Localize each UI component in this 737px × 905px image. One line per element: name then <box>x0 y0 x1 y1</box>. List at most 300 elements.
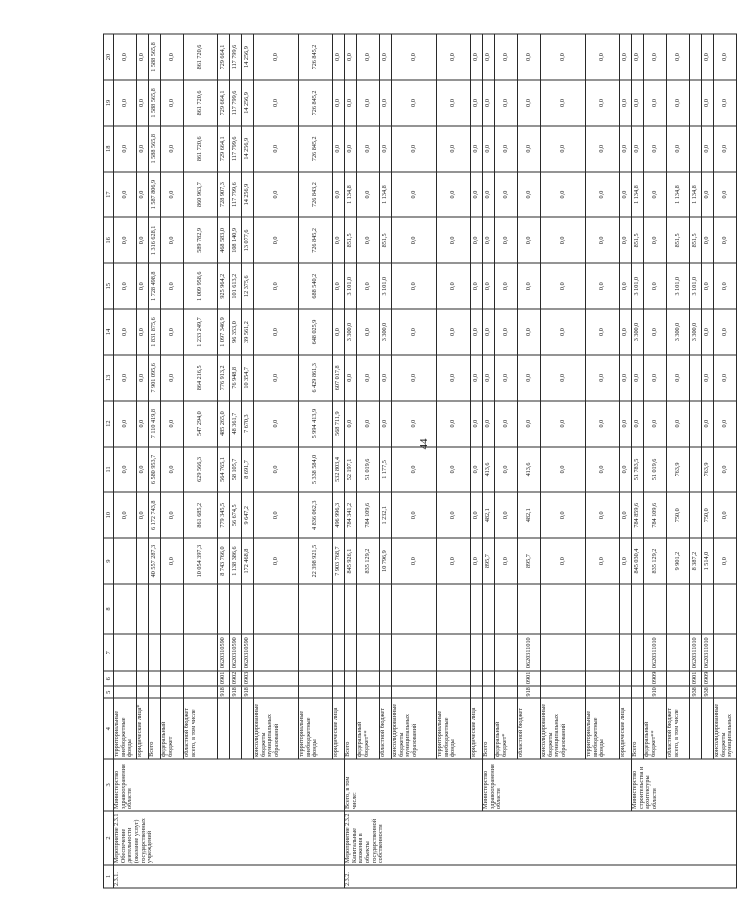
value-cell: 1 177,5 <box>380 447 392 493</box>
value-cell: 776 913,2 <box>218 355 230 401</box>
value-cell: 0,0 <box>254 263 299 309</box>
value-cell: 0,0 <box>380 355 392 401</box>
funding-source-cell: юридические лица <box>620 699 632 759</box>
vr-cell <box>586 584 620 634</box>
csr-cell <box>714 634 737 671</box>
value-cell: 925 964,2 <box>218 263 230 309</box>
value-cell: 117 799,6 <box>230 34 242 80</box>
value-cell: 485 265,0 <box>218 401 230 447</box>
value-cell: 0,0 <box>518 126 541 172</box>
value-cell: 0,0 <box>114 401 137 447</box>
value-cell: 0,0 <box>632 401 644 447</box>
rz-cell <box>333 671 345 686</box>
funding-source-cell: консолидированные бюджеты муниципальных <box>714 699 737 759</box>
value-cell: 0,0 <box>714 80 737 126</box>
value-cell: 0,0 <box>541 34 586 80</box>
value-cell: 0,0 <box>357 309 380 355</box>
csr-cell <box>667 634 690 671</box>
value-cell: 117 799,6 <box>230 80 242 126</box>
value-cell: 0,0 <box>392 355 437 401</box>
value-cell: 895,7 <box>483 538 495 584</box>
grbs-cell <box>437 686 471 698</box>
value-cell: 0,0 <box>437 401 471 447</box>
value-cell: 0,0 <box>632 126 644 172</box>
value-cell: 0,0 <box>632 80 644 126</box>
value-cell: 0,0 <box>541 492 586 538</box>
value-cell: 0,0 <box>495 126 518 172</box>
funding-source-cell: областной бюджет всего, в том числе <box>667 699 690 759</box>
vr-cell <box>471 584 483 634</box>
value-cell: 0,0 <box>333 126 345 172</box>
value-cell: 3 101,0 <box>345 263 357 309</box>
value-cell: 96 353,0 <box>230 309 242 355</box>
header-cell: 6 <box>104 671 114 686</box>
rz-cell <box>714 671 737 686</box>
value-cell: 1 831 875,6 <box>149 309 161 355</box>
rz-cell <box>392 671 437 686</box>
value-cell: 0,0 <box>333 34 345 80</box>
vr-cell <box>242 584 254 634</box>
csr-cell <box>380 634 392 671</box>
value-cell: 76 948,8 <box>230 355 242 401</box>
value-cell: 0,0 <box>437 309 471 355</box>
value-cell: 0,0 <box>357 126 380 172</box>
value-cell: 726 845,2 <box>299 80 333 126</box>
value-cell: 1 588 565,8 <box>149 126 161 172</box>
value-cell: 0,0 <box>586 217 620 263</box>
value-cell: 0,0 <box>114 126 137 172</box>
rz-cell <box>299 671 333 686</box>
value-cell: 0,0 <box>471 80 483 126</box>
value-cell: 1 728 498,8 <box>149 263 161 309</box>
value-cell: 0,0 <box>586 355 620 401</box>
value-cell: 0,0 <box>495 80 518 126</box>
grbs-cell <box>667 686 690 698</box>
value-cell: 0,0 <box>392 401 437 447</box>
csr-cell <box>495 634 518 671</box>
rz-cell <box>357 671 380 686</box>
funding-source-cell: Всего <box>632 699 644 759</box>
value-cell: 0,0 <box>495 355 518 401</box>
value-cell: 0,0 <box>333 217 345 263</box>
value-cell: 0,0 <box>483 172 495 218</box>
value-cell: 0,0 <box>518 263 541 309</box>
rz-cell: 0909 <box>702 671 714 686</box>
value-cell: 851,5 <box>345 217 357 263</box>
value-cell: 0,0 <box>471 309 483 355</box>
value-cell: 0,0 <box>380 34 392 80</box>
value-cell: 8 387,2 <box>690 538 702 584</box>
value-cell: 6 580 953,7 <box>149 447 161 493</box>
value-cell: 0,0 <box>644 401 667 447</box>
value-cell: 0,0 <box>495 538 518 584</box>
value-cell: 0,0 <box>518 309 541 355</box>
grbs-cell: 910 <box>644 686 667 698</box>
value-cell: 0,0 <box>495 447 518 493</box>
value-cell: 1 097 346,9 <box>218 309 230 355</box>
rz-cell <box>380 671 392 686</box>
value-cell: 0,0 <box>357 355 380 401</box>
value-cell: 51 783,5 <box>632 447 644 493</box>
value-cell: 0,0 <box>541 538 586 584</box>
funding-source-cell: территориальные внебюджетные фонды <box>114 699 137 759</box>
value-cell: 9 647,2 <box>242 492 254 538</box>
value-cell: 0,0 <box>586 263 620 309</box>
csr-cell <box>137 634 149 671</box>
grbs-cell <box>137 686 149 698</box>
value-cell: 0,0 <box>644 263 667 309</box>
value-cell: 845 030,4 <box>632 538 644 584</box>
header-cell: 9 <box>104 538 114 584</box>
value-cell: 0,0 <box>114 263 137 309</box>
value-cell: 468 583,0 <box>218 217 230 263</box>
value-cell: 0,0 <box>392 34 437 80</box>
csr-cell <box>345 634 357 671</box>
value-cell: 7 110 419,8 <box>149 401 161 447</box>
funding-source-cell <box>702 699 714 759</box>
rz-cell <box>471 671 483 686</box>
value-cell: 0,0 <box>392 172 437 218</box>
value-cell: 0,0 <box>392 126 437 172</box>
value-cell: 0,0 <box>161 492 184 538</box>
grbs-cell: 918 <box>242 686 254 698</box>
value-cell: 0,0 <box>471 492 483 538</box>
value-cell: 0,0 <box>541 447 586 493</box>
value-cell: 0,0 <box>161 538 184 584</box>
value-cell: 0,0 <box>437 263 471 309</box>
value-cell: 4 836 062,3 <box>299 492 333 538</box>
value-cell: 0,0 <box>586 401 620 447</box>
vr-cell <box>644 584 667 634</box>
header-cell: 11 <box>104 447 114 493</box>
grbs-cell: 938 <box>702 686 714 698</box>
value-cell: 1 009 958,6 <box>184 263 218 309</box>
value-cell: 0,0 <box>345 126 357 172</box>
value-cell: 8 691,7 <box>242 447 254 493</box>
value-cell: 0,0 <box>541 126 586 172</box>
value-cell: 0,0 <box>586 492 620 538</box>
value-cell: 688 540,2 <box>299 263 333 309</box>
value-cell: 3 300,0 <box>690 309 702 355</box>
value-cell: 1 233 249,7 <box>184 309 218 355</box>
value-cell: 14 256,9 <box>242 172 254 218</box>
funding-source-cell: федеральный бюджет* <box>495 699 518 759</box>
value-cell: 0,0 <box>137 492 149 538</box>
value-cell: 0,0 <box>702 263 714 309</box>
value-cell: 0,0 <box>702 172 714 218</box>
funding-source-cell <box>242 699 254 759</box>
value-cell: 52 197,1 <box>345 447 357 493</box>
csr-cell <box>620 634 632 671</box>
value-cell: 0,0 <box>495 217 518 263</box>
value-cell: 0,0 <box>161 34 184 80</box>
value-cell: 7 670,3 <box>242 401 254 447</box>
csr-cell <box>299 634 333 671</box>
value-cell: 0,0 <box>495 172 518 218</box>
value-cell: 0,0 <box>114 309 137 355</box>
value-cell: 726 843,2 <box>299 172 333 218</box>
value-cell: 413,6 <box>483 447 495 493</box>
csr-cell <box>471 634 483 671</box>
value-cell <box>690 80 702 126</box>
vr-cell <box>114 584 137 634</box>
grbs-cell <box>161 686 184 698</box>
header-cell: 18 <box>104 126 114 172</box>
vr-cell <box>714 584 737 634</box>
grbs-cell <box>483 686 495 698</box>
value-cell: 0,0 <box>137 172 149 218</box>
rz-cell: 0901 <box>690 671 702 686</box>
csr-cell <box>437 634 471 671</box>
header-cell: 19 <box>104 80 114 126</box>
value-cell: 40 557 287,3 <box>149 538 161 584</box>
value-cell: 117 799,6 <box>230 172 242 218</box>
value-cell: 0,0 <box>518 401 541 447</box>
value-cell: 0,0 <box>714 172 737 218</box>
executor-cell: Министерство здравоохранения области <box>483 759 632 811</box>
page-number: 44 <box>418 438 430 450</box>
value-cell: 0,0 <box>254 126 299 172</box>
value-cell: 0,0 <box>254 447 299 493</box>
table-row <box>483 34 495 888</box>
funding-source-cell <box>690 699 702 759</box>
value-cell: 0,0 <box>620 263 632 309</box>
value-cell: 0,0 <box>437 355 471 401</box>
value-cell: 0,0 <box>392 492 437 538</box>
value-cell: 0,0 <box>586 80 620 126</box>
value-cell: 8 743 766,0 <box>218 538 230 584</box>
value-cell: 0,0 <box>392 309 437 355</box>
value-cell: 0,0 <box>714 34 737 80</box>
header-cell: 20 <box>104 34 114 80</box>
funding-source-cell: юридические лица <box>471 699 483 759</box>
value-cell: 564 765,1 <box>218 447 230 493</box>
funding-source-cell: территориальные внебюджетные фонды <box>437 699 471 759</box>
value-cell: 0,0 <box>437 538 471 584</box>
value-cell <box>690 355 702 401</box>
value-cell: 14 256,9 <box>242 126 254 172</box>
value-cell <box>690 34 702 80</box>
value-cell: 0,0 <box>114 355 137 401</box>
value-cell: 0,0 <box>702 309 714 355</box>
value-cell: 0,0 <box>620 355 632 401</box>
value-cell: 0,0 <box>254 80 299 126</box>
value-cell: 0,0 <box>137 217 149 263</box>
value-cell: 0,0 <box>667 34 690 80</box>
value-cell: 0,0 <box>161 401 184 447</box>
value-cell: 0,0 <box>667 355 690 401</box>
rz-cell <box>541 671 586 686</box>
value-cell: 0,0 <box>644 34 667 80</box>
value-cell: 851,5 <box>690 217 702 263</box>
rz-cell <box>483 671 495 686</box>
value-cell: 0,0 <box>483 263 495 309</box>
csr-cell: 0620311010 <box>702 634 714 671</box>
vr-cell <box>380 584 392 634</box>
rz-cell: 0902 <box>230 671 242 686</box>
rz-cell <box>184 671 218 686</box>
grbs-cell: 918 <box>230 686 242 698</box>
value-cell: 861 685,2 <box>184 492 218 538</box>
csr-cell <box>161 634 184 671</box>
csr-cell <box>333 634 345 671</box>
value-cell: 14 256,9 <box>242 34 254 80</box>
value-cell: 0,0 <box>620 447 632 493</box>
grbs-cell <box>380 686 392 698</box>
value-cell: 0,0 <box>437 80 471 126</box>
funding-source-cell: Всего <box>149 699 161 759</box>
vr-cell <box>667 584 690 634</box>
funding-source-cell: федеральный бюджет** <box>644 699 667 759</box>
value-cell: 0,0 <box>667 80 690 126</box>
value-cell: 0,0 <box>495 34 518 80</box>
value-cell: 0,0 <box>161 263 184 309</box>
value-cell: 0,0 <box>254 34 299 80</box>
value-cell: 6 172 743,8 <box>149 492 161 538</box>
vr-cell <box>437 584 471 634</box>
value-cell: 0,0 <box>357 172 380 218</box>
value-cell: 0,0 <box>620 172 632 218</box>
rz-cell <box>495 671 518 686</box>
value-cell: 13 077,6 <box>242 217 254 263</box>
vr-cell <box>632 584 644 634</box>
value-cell: 0,0 <box>518 355 541 401</box>
value-cell: 861 720,6 <box>184 34 218 80</box>
grbs-cell: 918 <box>518 686 541 698</box>
rz-cell <box>254 671 299 686</box>
funding-source-cell: консолидированные бюджеты муниципальных образований <box>541 699 586 759</box>
value-cell: 51 019,6 <box>644 447 667 493</box>
value-cell: 750,0 <box>667 492 690 538</box>
grbs-cell <box>471 686 483 698</box>
value-cell: 10 054 397,3 <box>184 538 218 584</box>
value-cell: 0,0 <box>644 80 667 126</box>
grbs-cell <box>620 686 632 698</box>
value-cell: 1 514,0 <box>702 538 714 584</box>
value-cell: 0,0 <box>702 401 714 447</box>
value-cell: 1 134,8 <box>380 172 392 218</box>
value-cell: 0,0 <box>254 401 299 447</box>
value-cell: 589 782,9 <box>184 217 218 263</box>
value-cell: 0,0 <box>518 34 541 80</box>
value-cell: 5 994 413,9 <box>299 401 333 447</box>
vr-cell <box>230 584 242 634</box>
header-cell: 16 <box>104 217 114 263</box>
value-cell: 0,0 <box>586 126 620 172</box>
value-cell: 0,0 <box>667 401 690 447</box>
header-row <box>104 34 114 888</box>
value-cell: 3 101,0 <box>690 263 702 309</box>
table-row <box>114 34 137 888</box>
grbs-cell <box>184 686 218 698</box>
value-cell: 0,0 <box>137 401 149 447</box>
vr-cell <box>483 584 495 634</box>
value-cell: 726 845,2 <box>299 126 333 172</box>
value-cell: 0,0 <box>333 263 345 309</box>
value-cell: 0,0 <box>702 126 714 172</box>
value-cell: 568 711,9 <box>333 401 345 447</box>
rz-cell <box>586 671 620 686</box>
rz-cell <box>161 671 184 686</box>
value-cell: 0,0 <box>161 80 184 126</box>
value-cell: 0,0 <box>541 355 586 401</box>
funding-source-cell: территориальные внебюджетные фонды <box>299 699 333 759</box>
value-cell: 784 859,6 <box>632 492 644 538</box>
value-cell: 1 134,8 <box>667 172 690 218</box>
value-cell: 0,0 <box>518 80 541 126</box>
value-cell: 0,0 <box>620 217 632 263</box>
value-cell: 0,0 <box>114 34 137 80</box>
grbs-cell <box>333 686 345 698</box>
item-number-cell: 2.3.2. <box>345 865 737 888</box>
value-cell: 0,0 <box>114 172 137 218</box>
value-cell: 532 803,4 <box>333 447 345 493</box>
value-cell: 3 300,0 <box>345 309 357 355</box>
value-cell: 0,0 <box>644 217 667 263</box>
value-cell: 0,0 <box>471 447 483 493</box>
value-cell: 0,0 <box>357 34 380 80</box>
value-cell: 0,0 <box>620 401 632 447</box>
value-cell: 0,0 <box>586 309 620 355</box>
csr-cell <box>632 634 644 671</box>
rz-cell: 0901 <box>218 671 230 686</box>
funding-source-cell: юридические лица* <box>137 699 149 759</box>
value-cell <box>690 447 702 493</box>
value-cell: 0,0 <box>471 217 483 263</box>
value-cell: 0,0 <box>644 126 667 172</box>
grbs-cell <box>632 686 644 698</box>
value-cell: 0,0 <box>345 34 357 80</box>
value-cell: 0,0 <box>161 172 184 218</box>
value-cell: 0,0 <box>254 309 299 355</box>
csr-cell: 0620310590 <box>242 634 254 671</box>
value-cell: 1 316 628,1 <box>149 217 161 263</box>
executor-cell: Министерство здравоохранения области <box>114 759 345 811</box>
value-cell: 726 845,2 <box>299 34 333 80</box>
value-cell: 0,0 <box>620 538 632 584</box>
vr-cell <box>541 584 586 634</box>
executor-cell: Всего, в том числе: <box>345 759 483 811</box>
value-cell: 728 907,3 <box>218 172 230 218</box>
value-cell: 864 216,5 <box>184 355 218 401</box>
grbs-cell <box>254 686 299 698</box>
value-cell: 0,0 <box>541 309 586 355</box>
grbs-cell <box>149 686 161 698</box>
rz-cell <box>632 671 644 686</box>
value-cell: 6 429 861,3 <box>299 355 333 401</box>
value-cell: 1 588 565,8 <box>149 34 161 80</box>
grbs-cell <box>114 686 137 698</box>
funding-source-cell: федеральный бюджет** <box>357 699 380 759</box>
value-cell: 0,0 <box>392 538 437 584</box>
value-cell: 1 232,1 <box>380 492 392 538</box>
value-cell: 895,7 <box>518 538 541 584</box>
funding-source-cell: Всего <box>483 699 495 759</box>
value-cell: 784 341,2 <box>345 492 357 538</box>
grbs-cell <box>345 686 357 698</box>
value-cell: 0,0 <box>254 538 299 584</box>
value-cell: 0,0 <box>483 126 495 172</box>
value-cell: 0,0 <box>357 217 380 263</box>
value-cell: 108 140,9 <box>230 217 242 263</box>
value-cell: 5 338 584,0 <box>299 447 333 493</box>
rz-cell: 0901 <box>518 671 541 686</box>
value-cell: 0,0 <box>357 401 380 447</box>
csr-cell <box>541 634 586 671</box>
grbs-cell <box>586 686 620 698</box>
vr-cell <box>137 584 149 634</box>
value-cell: 0,0 <box>495 492 518 538</box>
